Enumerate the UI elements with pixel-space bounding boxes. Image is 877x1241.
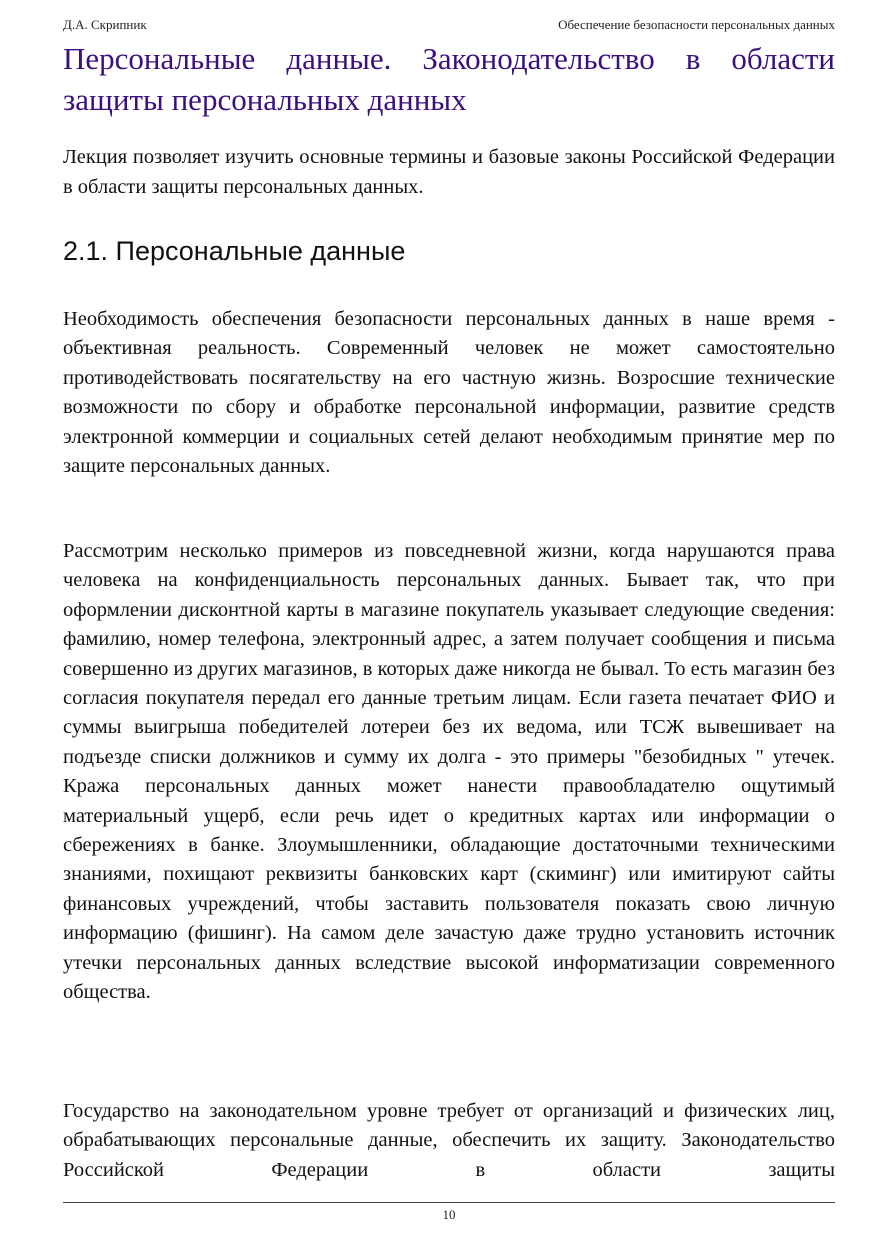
section-heading: 2.1. Персональные данные xyxy=(63,236,406,266)
body-paragraph-1: Необходимость обеспечения безопасности персональных данных в наше время - объективная реальность. Современный человек не может самостоятельно противодействовать посягательству на его частную жизнь. Возросшие технические возможности по сбору и обработке персональной информации, развитие средств электронной коммерции и социальных сетей делают необходимым принятие мер по защите персональных данных. xyxy=(63,308,835,478)
header-course-title: Обеспечение безопасности персональных данных xyxy=(558,17,835,32)
running-header xyxy=(63,16,835,34)
document-page xyxy=(63,0,835,1241)
header-author: Д.А. Скрипник xyxy=(63,17,147,32)
body-paragraph-2: Рассмотрим несколько примеров из повседневной жизни, когда нарушаются права человека на конфиденциальность персональных данных. Бывает так, что при оформлении дисконтной карты в магазине покупатель указывает следующие сведения: фамилию, номер телефона, электронный адрес, а затем получает сообщения и письма совершенно из других магазинов, в которых даже никогда не бывал. То есть магазин без согласия покупателя передал его данные третьим лицам. Если газета печатает ФИО и суммы выигрыша победителей лотереи без их ведома, или ТСЖ вывешивает на подъезде списки должников и сумму их долга - это примеры "безобидных " утечек. Кража персональных данных может нанести правообладателю ощутимый материальный ущерб, если речь идет о кредитных картах или информации о сбережениях в банке. Злоумышленники, обладающие достаточными техническими знаниями, похищают реквизиты банковских карт (скиминг) или имитируют сайты финансовых учреждений, чтобы заставить пользователя показать свою личную информацию (фишинг). На самом деле зачастую даже трудно установить источник утечки персональных данных вследствие высокой информатизации современного общества. xyxy=(63,540,835,1004)
lecture-title: Персональные данные. Законодательство в области защиты персональных данных xyxy=(63,41,835,117)
body-paragraph-3: Государство на законодательном уровне требует от организаций и физических лиц, обрабатывающих персональные данные, обеспечить их защиту. Законодательство Российской Федерации в области защиты xyxy=(63,1100,835,1181)
lecture-lead-paragraph: Лекция позволяет изучить основные термины и базовые законы Российской Федерации в области защиты персональных данных. xyxy=(63,146,835,198)
footer-divider xyxy=(63,1202,835,1203)
page-number: 10 xyxy=(442,1207,456,1222)
